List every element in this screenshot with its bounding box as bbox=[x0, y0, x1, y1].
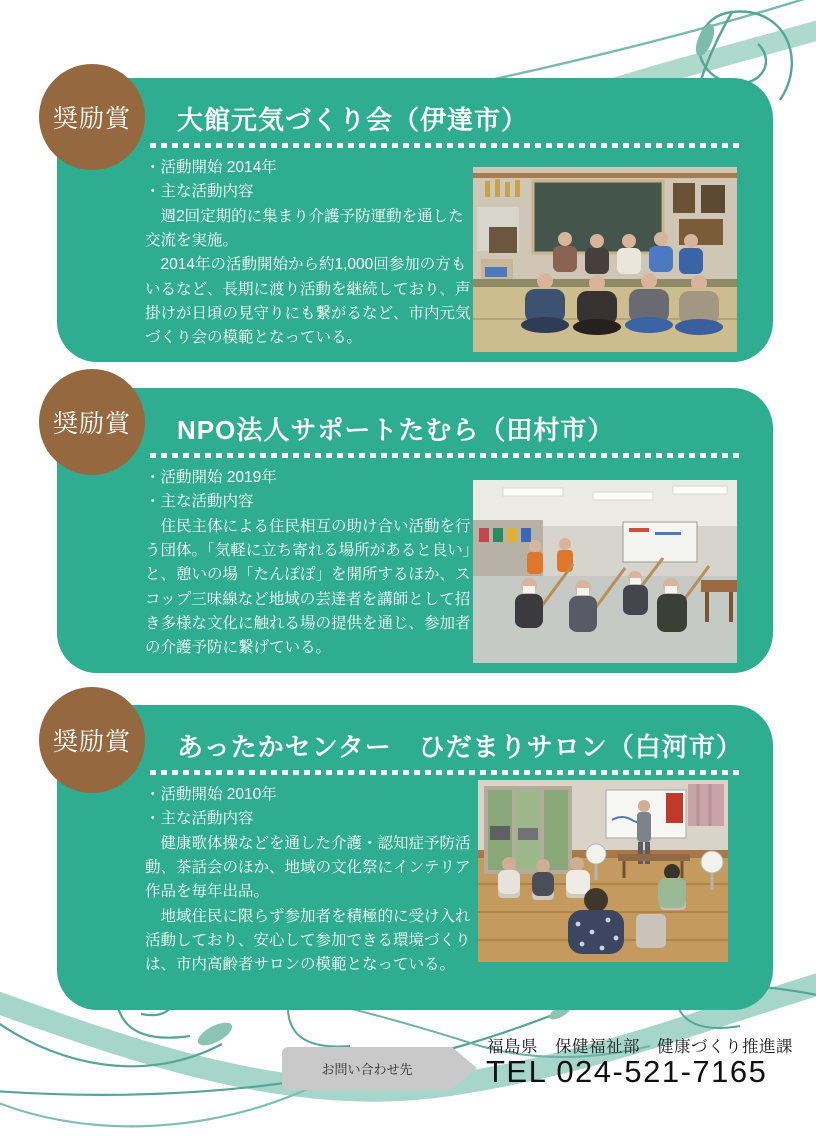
award-title: 大館元気づくり会（伊達市） bbox=[177, 105, 529, 135]
award-badge bbox=[39, 64, 145, 170]
award-title: あったかセンター ひだまりサロン（白河市） bbox=[177, 732, 743, 762]
contact-banner-label: お問い合わせ先 bbox=[321, 1062, 413, 1077]
award-badge bbox=[39, 687, 145, 793]
dotted-divider bbox=[150, 143, 742, 148]
award-panel-hidamari-salon bbox=[57, 705, 773, 1010]
organization-name: 福島県 保健福祉部 健康づくり推進課 bbox=[487, 1038, 793, 1056]
activity-heading: ・主な活動内容 bbox=[145, 493, 254, 511]
photo-tatami-group bbox=[473, 167, 737, 352]
award-badge-label: 奨励賞 bbox=[52, 105, 131, 133]
award-panel-odate bbox=[57, 78, 773, 362]
activity-start: ・活動開始 2019年 bbox=[145, 469, 277, 486]
award-description bbox=[145, 466, 473, 661]
photo-salon-meeting bbox=[478, 780, 728, 962]
award-description bbox=[145, 156, 473, 351]
activity-heading: ・主な活動内容 bbox=[145, 810, 254, 828]
award-title: NPO法人サポートたむら（田村市） bbox=[177, 415, 615, 445]
award-panel-npo-tamura bbox=[57, 388, 773, 673]
activity-heading: ・主な活動内容 bbox=[145, 183, 254, 201]
activity-paragraph: 地域住民に限らず参加者を積極的に受け入れ活動しており、安心して参加できる環境づくりは、市内高齢者サロンの模範となっている。 bbox=[145, 907, 471, 974]
photo-shamisen-class bbox=[473, 480, 737, 663]
contact-banner bbox=[282, 1047, 452, 1090]
activity-paragraph: 住民主体による住民相互の助け合い活動を行う団体。「気軽に立ち寄れる場所があると良い」と、憩いの場「たんぽぽ」を開所するほか、スコップ三味線など地域の芸達者を講師として招き多様な文化に触れる場の提供を通じ、参加者の介護予防に繋げている。 bbox=[145, 517, 471, 657]
activity-paragraph: 2014年の活動開始から約1,000回参加の方もいるなど、長期に渡り活動を継続しており、声掛けが日頃の見守りにも繋がるなど、市内元気づくり会の模範となっている。 bbox=[145, 256, 471, 347]
award-description bbox=[145, 783, 473, 978]
award-badge-label: 奨励賞 bbox=[52, 728, 131, 756]
dotted-divider bbox=[150, 453, 742, 458]
activity-start: ・活動開始 2010年 bbox=[145, 786, 277, 803]
activity-paragraph: 週2回定期的に集まり介護予防運動を通した交流を実施。 bbox=[145, 207, 464, 249]
activity-paragraph: 健康歌体操などを通した介護・認知症予防活動、茶話会のほか、地域の文化祭にインテリア作品を毎年出品。 bbox=[145, 834, 471, 901]
activity-start: ・活動開始 2014年 bbox=[145, 159, 277, 176]
award-badge-label: 奨励賞 bbox=[52, 410, 131, 438]
dotted-divider bbox=[150, 770, 742, 775]
award-badge bbox=[39, 369, 145, 475]
phone-number: TEL 024-521-7165 bbox=[486, 1054, 768, 1089]
